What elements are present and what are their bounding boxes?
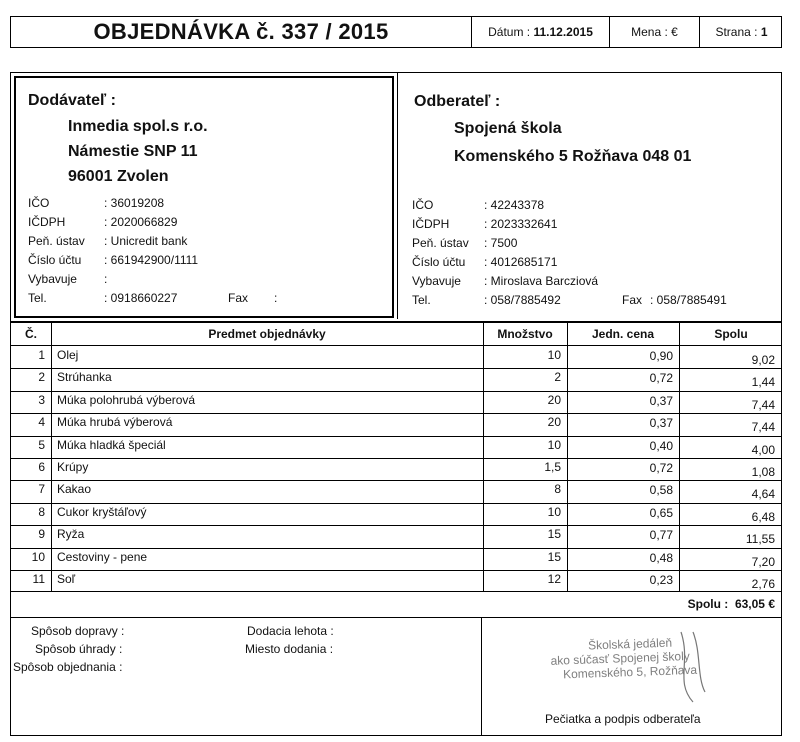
cell-no: 9 — [38, 527, 45, 542]
ordering-label: Spôsob objednania : — [13, 660, 123, 674]
signature-mark — [671, 622, 731, 712]
cell-unit-price: 0,40 — [649, 438, 673, 453]
cell-qty: 2 — [554, 370, 561, 385]
currency-label: Mena : — [631, 25, 668, 39]
cell-no: 7 — [38, 482, 45, 497]
cell-no: 5 — [38, 437, 45, 452]
cell-total: 2,76 — [751, 577, 775, 591]
order-items-table — [10, 322, 782, 618]
supplier-box — [14, 76, 394, 318]
sum-row — [688, 597, 775, 611]
cell-unit-price: 0,72 — [649, 371, 673, 386]
stamp-line-2: ako súčasť Spojenej školy — [550, 648, 690, 668]
footer-divider — [481, 618, 482, 736]
cell-item: Strúhanka — [57, 370, 112, 385]
cell-unit-price: 0,90 — [649, 349, 673, 363]
cell-item: Kakao — [57, 482, 92, 497]
sum-value: 63,05 € — [734, 597, 775, 611]
table-row — [11, 368, 781, 391]
cell-unit-price: 0,72 — [649, 461, 673, 475]
col-header-unit-price: Jedn. cena — [591, 327, 655, 341]
table-row — [11, 391, 781, 414]
cell-qty: 15 — [547, 549, 561, 564]
table-row — [11, 570, 781, 593]
table-row — [11, 346, 781, 369]
stamp-line-3: Komenského 5, Rožňava — [562, 662, 698, 682]
col-header-no: Č. — [25, 327, 37, 341]
cell-item: Cestoviny - pene — [57, 549, 148, 564]
col-header-qty: Množstvo — [497, 327, 553, 341]
cell-qty: 20 — [547, 415, 561, 430]
table-row — [11, 548, 781, 571]
cell-item: Cukor kryštáľový — [57, 504, 147, 519]
cell-qty: 12 — [547, 572, 561, 586]
cell-item: Múka hladká špeciál — [57, 437, 166, 452]
cell-unit-price: 0,48 — [649, 550, 673, 565]
cell-total: 1,44 — [751, 375, 775, 390]
cell-no: 2 — [38, 370, 45, 385]
stamp-line-1: Školská jedáleň — [587, 635, 673, 653]
customer-fields: IČO : 42243378 IČDPH : 2023332641 Peň. ústav : 7500 Číslo účtu : 4012685171 Vybavuje : Miroslava Barcziová Tel. : 058/7885492 Fax : 058/7885491 — [412, 198, 727, 307]
sum-label: Spolu : — [687, 597, 729, 611]
cell-qty: 1,5 — [544, 460, 561, 474]
cell-no: 8 — [38, 504, 45, 519]
table-row — [11, 458, 781, 481]
parties-section — [10, 72, 782, 322]
payment-label: Spôsob úhrady : — [35, 642, 123, 656]
supplier-name: Inmedia spol.s r.o. — [68, 118, 208, 135]
cell-no: 1 — [38, 348, 45, 362]
cell-total: 7,20 — [751, 554, 775, 569]
cell-unit-price: 0,23 — [649, 573, 673, 587]
customer-box — [397, 73, 781, 319]
currency-value: € — [671, 25, 678, 39]
cell-qty: 8 — [554, 482, 561, 497]
table-row — [11, 436, 781, 459]
cell-total: 9,02 — [751, 353, 775, 367]
table-row — [11, 480, 781, 503]
cell-qty: 15 — [547, 527, 561, 542]
cell-total: 7,44 — [751, 420, 775, 435]
col-header-total: Spolu — [714, 327, 748, 341]
supplier-street: Námestie SNP 11 — [68, 143, 198, 160]
cell-no: 10 — [31, 549, 45, 564]
cell-item: Krúpy — [57, 460, 89, 474]
cell-total: 4,00 — [751, 442, 775, 457]
transport-label: Spôsob dopravy : — [31, 624, 125, 638]
cell-qty: 20 — [547, 392, 561, 407]
page-label: Strana : — [715, 25, 758, 39]
cell-item: Soľ — [57, 572, 76, 586]
date-cell — [471, 17, 609, 47]
cell-total: 7,44 — [751, 397, 775, 412]
currency-cell — [609, 17, 699, 47]
customer-heading: Odberateľ : — [414, 93, 501, 110]
cell-item: Múka hrubá výberová — [57, 415, 173, 430]
order-header — [10, 16, 782, 48]
supplier-city: 96001 Zvolen — [68, 168, 169, 185]
cell-item: Ryža — [57, 527, 85, 542]
order-footer — [10, 618, 782, 736]
cell-no: 11 — [32, 572, 45, 586]
cell-qty: 10 — [547, 348, 561, 362]
page-cell — [699, 17, 783, 47]
cell-qty: 10 — [547, 437, 561, 452]
school-stamp — [550, 632, 772, 710]
page-value: 1 — [760, 25, 768, 39]
table-row — [11, 525, 781, 548]
cell-unit-price: 0,65 — [649, 505, 673, 520]
col-header-item: Predmet objednávky — [208, 327, 326, 341]
customer-name: Spojená škola — [454, 120, 562, 137]
table-row — [11, 413, 781, 436]
order-title: OBJEDNÁVKA č. 337 / 2015 — [93, 19, 389, 44]
supplier-fields: IČO : 36019208 IČDPH : 2020066829 Peň. ústav : Unicredit bank Číslo účtu : 661942900/1111 Vybavuje : Tel. : 0918660227 Fax : — [28, 196, 278, 305]
signature-label: Pečiatka a podpis odberateľa — [545, 712, 701, 726]
delivery-place-label: Miesto dodania : — [245, 642, 334, 656]
supplier-heading: Dodávateľ : — [28, 92, 116, 109]
cell-unit-price: 0,77 — [649, 528, 673, 543]
cell-no: 6 — [38, 460, 45, 474]
cell-unit-price: 0,37 — [649, 393, 673, 408]
cell-unit-price: 0,58 — [649, 483, 673, 498]
date-value: 11.12.2015 — [533, 25, 593, 39]
cell-no: 3 — [38, 392, 45, 407]
delivery-term-label: Dodacia lehota : — [247, 624, 334, 638]
cell-total: 4,64 — [751, 487, 775, 502]
cell-item: Olej — [57, 348, 79, 362]
cell-total: 6,48 — [751, 509, 775, 524]
cell-total: 1,08 — [751, 465, 775, 479]
table-row — [11, 503, 781, 526]
cell-no: 4 — [38, 415, 45, 430]
cell-qty: 10 — [547, 504, 561, 519]
cell-item: Múka polohrubá výberová — [57, 392, 196, 407]
cell-total: 11,55 — [745, 532, 775, 547]
cell-unit-price: 0,37 — [649, 416, 673, 431]
date-label: Dátum : — [488, 25, 531, 39]
customer-address: Komenského 5 Rožňava 048 01 — [454, 148, 692, 165]
